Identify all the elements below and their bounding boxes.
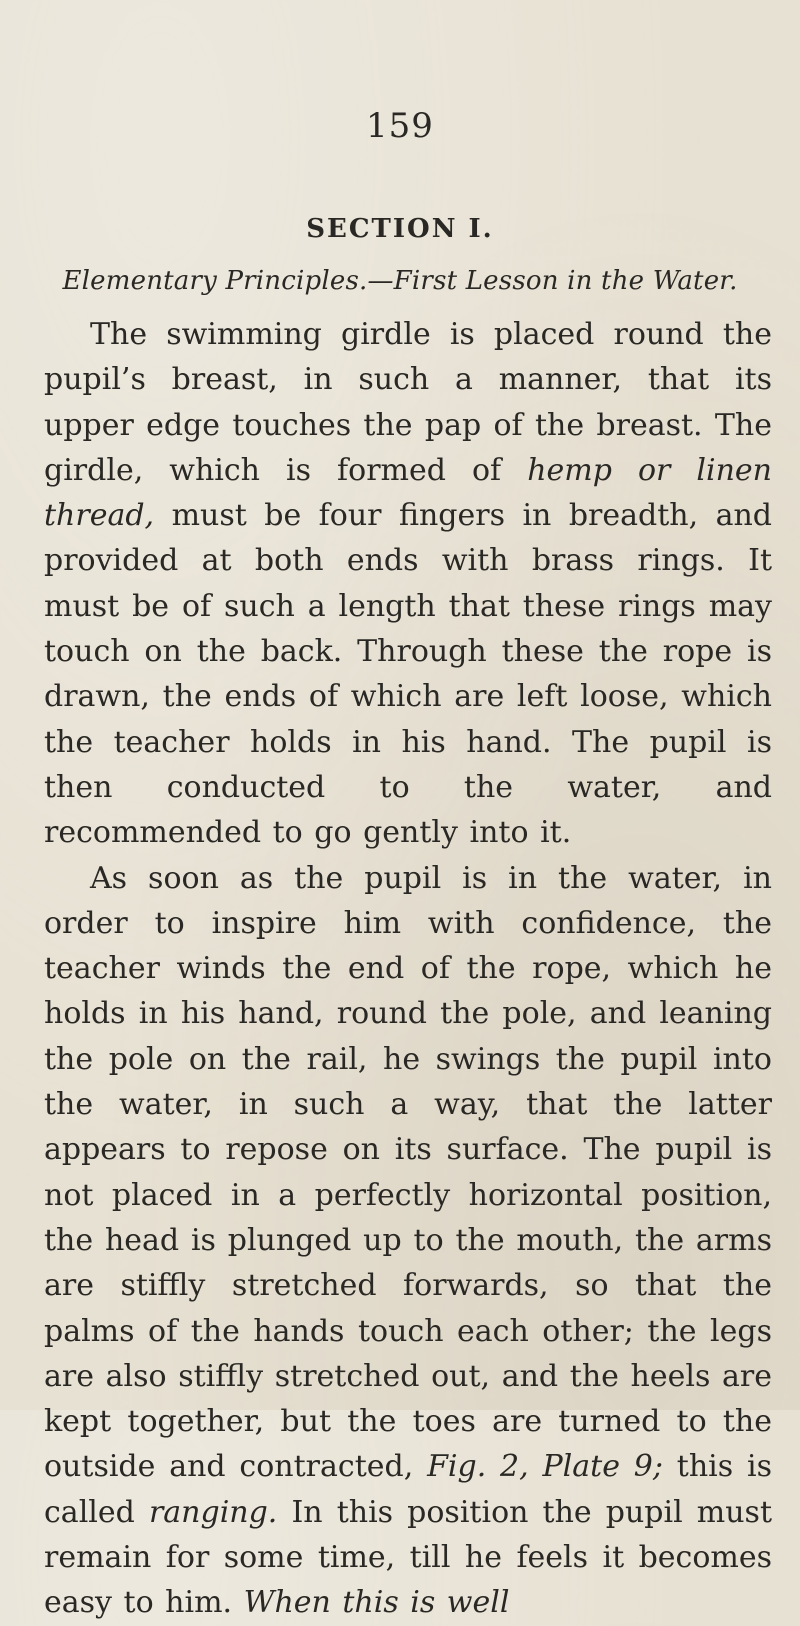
text-segment-italic: ranging. xyxy=(148,1494,278,1530)
text-segment-italic: When this is well xyxy=(243,1585,510,1621)
section-heading: SECTION I. xyxy=(306,214,494,244)
text-segment: The swimming girdle is placed round the pupil’s breast, in such a manner, that its upper edge touches the pap of the breast. The girdle, which is formed of xyxy=(44,317,772,488)
text-segment-italic: Fig. 2, Plate 9; xyxy=(427,1449,663,1485)
lesson-subtitle: Elementary Principles.—First Lesson in the Water. xyxy=(62,266,738,296)
text-segment: In this position the pupil must remain for some time, till he feels it becomes easy to him. xyxy=(44,1494,772,1621)
paragraph-1 xyxy=(44,312,772,856)
text-segment: must be four fingers in breadth, and provided at both ends with brass rings. It must be of such a length that these rings may touch on the back. Through these the rope is drawn, the ends of which are left loose, which the teacher holds in his hand. The pupil is then conducted to the water, and recommended to go gently into it. xyxy=(44,498,772,851)
text-segment: this is called xyxy=(44,1449,772,1530)
text-segment: As soon as the pupil is in the water, in order to inspire him with confidence, the teacher winds the end of the rope, which he holds in his hand, round the pole, and leaning the pole on the rail, he swings the pupil into the water, in such a way, that the latter appears to repose on its surface. The pupil is not placed in a perfectly horizontal position, the head is plunged up to the mouth, the arms are stiffly stretched forwards, so that the palms of the hands touch each other; the legs are also stiffly stretched out, and the heels are kept together, but the toes are turned to the outside and contracted, xyxy=(44,860,772,1485)
text-segment-italic: hemp or linen thread, xyxy=(44,452,772,534)
page-number: 159 xyxy=(366,106,434,146)
body-text xyxy=(44,312,772,1626)
paragraph-2 xyxy=(44,856,772,1626)
